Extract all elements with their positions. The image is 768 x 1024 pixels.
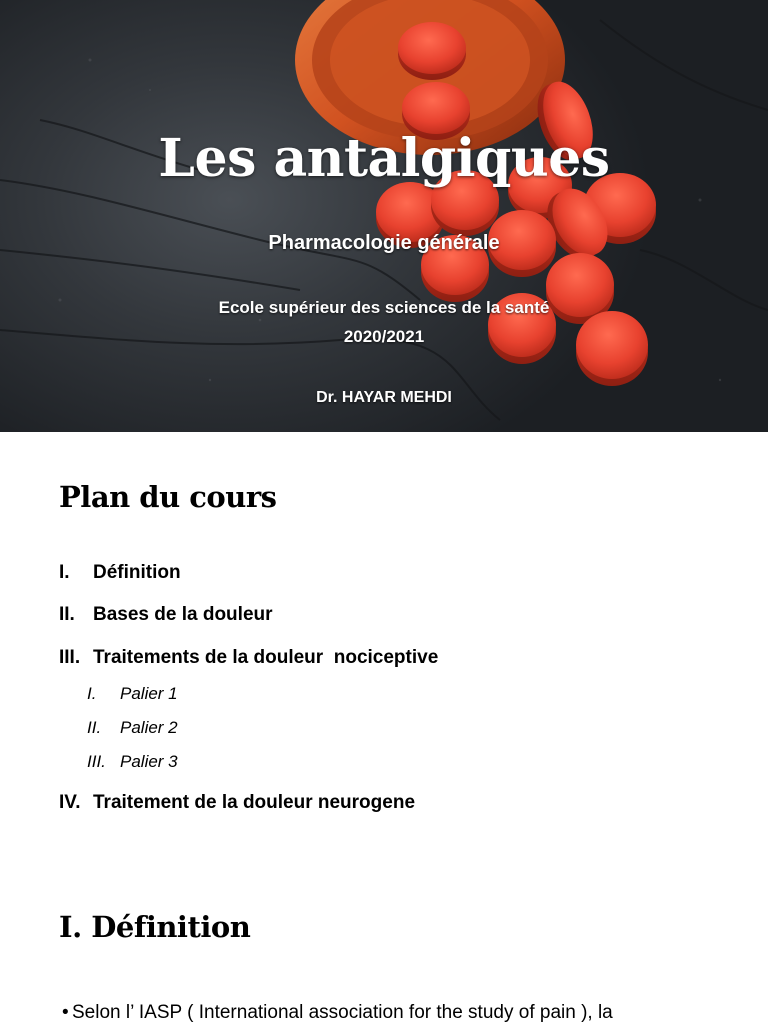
definition-bullet [62, 1002, 762, 1024]
plan-item-number: II. [59, 604, 75, 625]
sub-item-label: Palier 1 [120, 684, 178, 703]
sub-item-label: Palier 2 [120, 718, 178, 737]
bullet-text: Selon l’ IASP ( International association for the study of pain ), la [72, 1002, 613, 1023]
definition-heading: I. Définition [59, 910, 251, 944]
sub-item-palier-2 [87, 718, 178, 738]
academic-year: 2020/2021 [343, 327, 425, 346]
sub-item-label: Palier 3 [120, 752, 178, 771]
plan-item-label: Traitements de la douleur nociceptive [93, 647, 439, 668]
title-slide [0, 0, 768, 432]
definition-slide [0, 862, 768, 1024]
plan-heading: Plan du cours [59, 480, 277, 514]
plan-item-definition [59, 562, 181, 584]
plan-item-label: Bases de la douleur [93, 604, 273, 625]
sub-item-palier-3 [87, 752, 178, 772]
sub-item-number: I. [87, 684, 97, 703]
plan-item-label: Définition [93, 562, 181, 583]
plan-item-label: Traitement de la douleur neurogene [93, 792, 416, 813]
sub-item-number: II. [87, 718, 102, 737]
plan-item-number: I. [59, 562, 70, 583]
plan-item-neurogene [59, 792, 415, 814]
school-name: Ecole supérieur des sciences de la santé [218, 298, 550, 317]
author-name: Dr. HAYAR MEHDI [316, 389, 452, 406]
bullet-icon: • [62, 1002, 69, 1023]
plan-item-number: IV. [59, 792, 81, 813]
plan-slide [0, 432, 768, 862]
slide-title: Les antalgiques [158, 128, 610, 189]
sub-item-number: III. [87, 752, 106, 771]
plan-item-bases [59, 604, 273, 626]
slide-subtitle: Pharmacologie générale [268, 232, 500, 254]
pills-background-image [0, 0, 768, 432]
plan-item-traitements [59, 647, 438, 669]
plan-item-number: III. [59, 647, 81, 668]
sub-item-palier-1 [87, 684, 178, 704]
